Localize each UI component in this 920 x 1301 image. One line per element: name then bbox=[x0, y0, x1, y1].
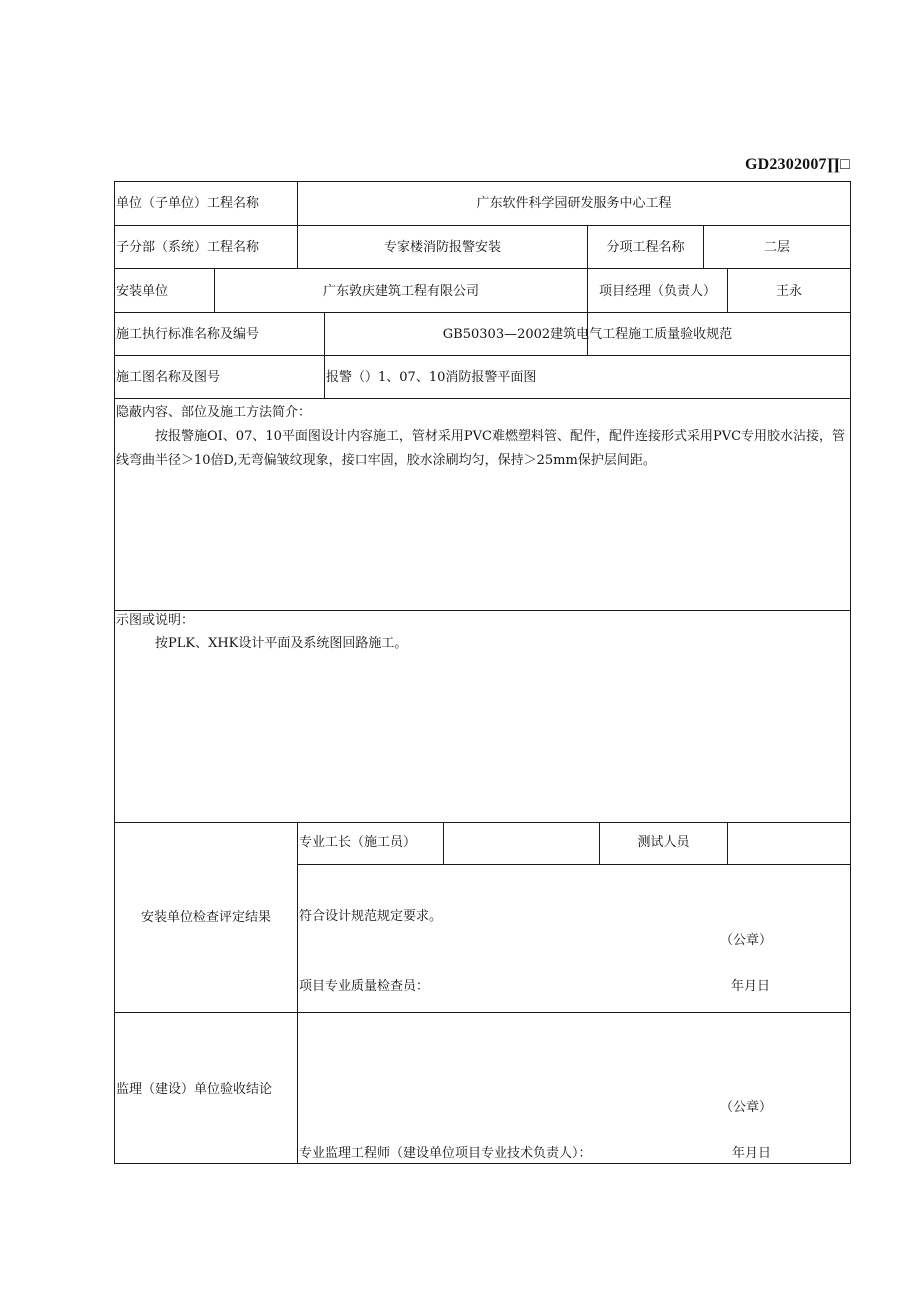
install-unit-label: 安装单位 bbox=[116, 284, 169, 299]
project-manager-label: 项目经理（负责人） bbox=[598, 284, 716, 299]
drawing-label: 施工图名称及图号 bbox=[116, 370, 221, 385]
project-name-label: 单位（子单位）工程名称 bbox=[116, 196, 260, 211]
foreman-label: 专业工长（施工员） bbox=[299, 835, 417, 850]
quality-inspector-label: 项目专业质量检查员： bbox=[299, 979, 430, 994]
supervision-date: 年月日 bbox=[732, 1146, 772, 1161]
inspection-label: 安装单位检查评定结果 bbox=[140, 910, 271, 925]
sub-item-label: 分项工程名称 bbox=[606, 240, 685, 255]
supervision-label: 监理（建设）单位验收结论 bbox=[116, 1082, 273, 1097]
supervision-seal: （公章） bbox=[720, 1100, 773, 1115]
sub-item-value: 二层 bbox=[763, 240, 790, 255]
concealed-text: 按报警施OI、07、10平面图设计内容施工，管材采用PVC难燃塑料管、配件，配件连接形式采用PVC专用胶水沾接，管线弯曲半径＞10倍D,无弯偏皱纹现象，接口牢固，胶水涂刷均匀，保持＞25mm保护层间距。 bbox=[116, 429, 846, 468]
tester-label: 测试人员 bbox=[637, 835, 690, 850]
subdivision-value: 专家楼消防报警安装 bbox=[383, 240, 501, 255]
inspection-result: 符合设计规范规定要求。 bbox=[299, 909, 443, 924]
project-name-value: 广东软件科学园研发服务中心工程 bbox=[476, 196, 672, 211]
diagram-text: 按PLK、XHK设计平面及系统图回路施工。 bbox=[155, 636, 408, 651]
inspection-seal: （公章） bbox=[720, 933, 773, 948]
document-code: GD2302007∏□ bbox=[744, 156, 850, 173]
supervision-engineer-label: 专业监理工程师（建设单位项目专业技术负责人）： bbox=[299, 1146, 592, 1161]
diagram-label: 示图或说明： bbox=[116, 613, 195, 628]
standard-value: GB50303—2002建筑电气工程施工质量验收规范 bbox=[442, 327, 733, 342]
inspection-date: 年月日 bbox=[731, 979, 771, 994]
install-unit-value: 广东敦庆建筑工程有限公司 bbox=[322, 284, 479, 299]
project-manager-value: 王永 bbox=[775, 284, 802, 299]
standard-label: 施工执行标准名称及编号 bbox=[116, 327, 260, 342]
concealed-label: 隐蔽内容、部位及施工方法简介： bbox=[116, 405, 312, 420]
subdivision-label: 子分部（系统）工程名称 bbox=[116, 240, 260, 255]
drawing-value: 报警（）1、07、10消防报警平面图 bbox=[326, 370, 537, 385]
